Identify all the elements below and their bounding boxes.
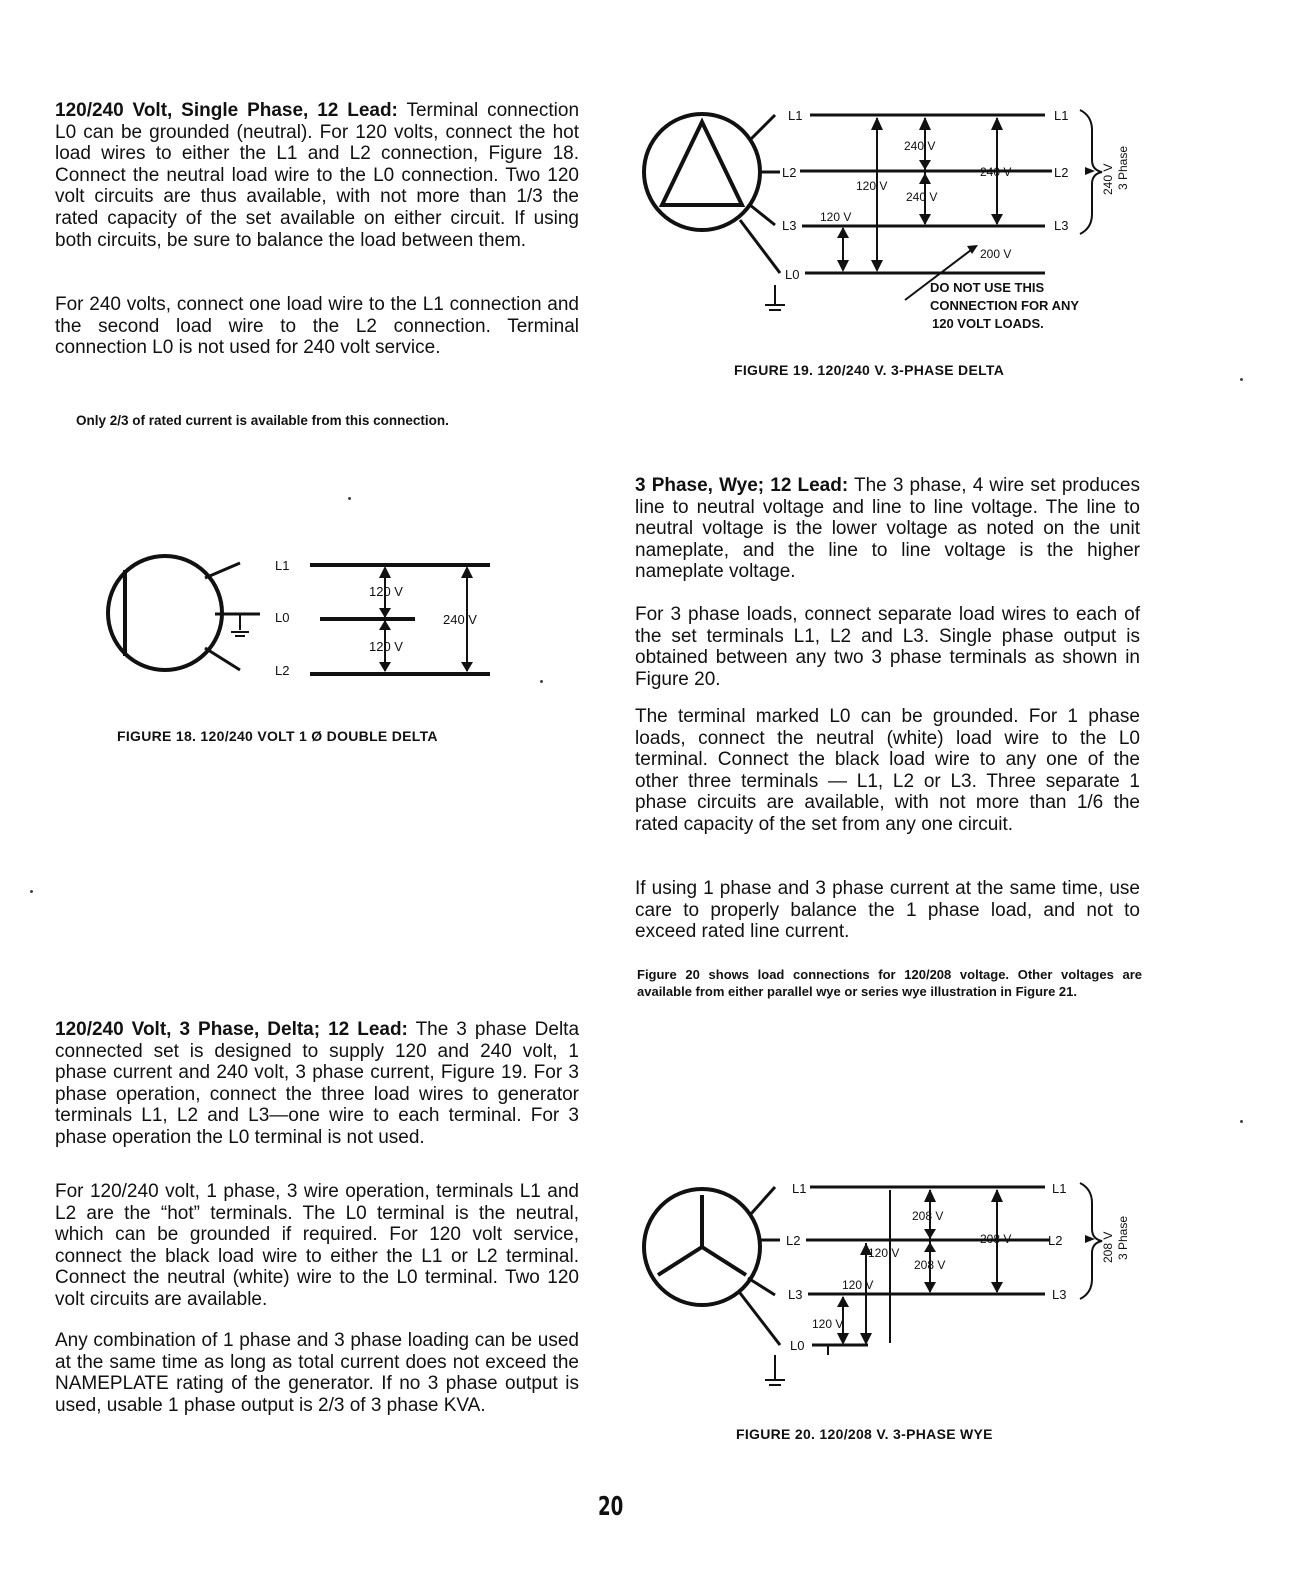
fig19-label-l0: L0 [785,267,800,282]
fig20-label-l2: L2 [786,1233,801,1248]
wye-body: The 3 phase, 4 wire set produces line to neutral voltage and line to line voltage. The line to neutral voltage is the lower voltage as noted on the unit nameplate, and the line to line voltage is the higher nameplate voltage. [635,475,1141,583]
fig18-label-l0: L0 [275,610,290,625]
fig20-label-120-b: 120 V [842,1278,874,1292]
fig20-label-l3: L3 [788,1287,803,1302]
scan-speck [348,497,351,500]
fig19-label-l2-right: L2 [1054,165,1069,180]
fig20-label-208-b: 208 V [914,1258,946,1272]
fig19-label-240-a: 240 V [904,139,936,153]
figure-18-caption: FIGURE 18. 120/240 VOLT 1 Ø DOUBLE DELTA [117,728,438,744]
fig19-label-240-b: 240 V [906,190,938,204]
fig19-label-240-c: 240 V [980,165,1012,179]
fig20-label-120-a: 120 V [868,1246,900,1260]
fig20-label-208-c: 208 V [980,1232,1012,1246]
fig20-label-120-c: 120 V [812,1317,844,1331]
delta-body: The 3 phase Delta connected set is designed to supply 120 and 240 volt, 1 phase current and 240 volt, 3 phase current, Figure 19. For 3 phase operation, connect the three load wires to generator terminals L1, L2 and L3—one wire to each terminal. For 3 phase operation the L0 terminal is not used. [55,1019,580,1148]
single-phase-paragraph [55,100,579,251]
scan-speck [1240,378,1243,381]
single-phase-240-paragraph: For 240 volts, connect one load wire to the L1 connection and the second load wire to the L2 connection. Terminal connection L0 is not used for 240 volt service. [55,294,579,359]
fig20-label-l1-right: L1 [1052,1181,1067,1196]
delta-paragraph-2: For 120/240 volt, 1 phase, 3 wire operation, terminals L1 and L2 are the “hot” terminals. The L0 terminal is the neutral, which can be grounded if required. For 120 volt service, connect the black load wire to either the L1 or L2 terminal. Connect the neutral (white) wire to the L0 terminal. Two 120 volt circuits are available. [55,1181,579,1310]
wye-paragraph-4: If using 1 phase and 3 phase current at the same time, use care to properly balance the 1 phase load, and not to exceed rated line current. [635,878,1140,943]
delta-paragraph-3: Any combination of 1 phase and 3 phase loading can be used at the same time as long as total current does not exceed the NAMEPLATE rating of the generator. If no 3 phase output is used, usable 1 phase output is 2/3 of 3 phase KVA. [55,1330,579,1416]
wye-paragraph-3: The terminal marked L0 can be grounded. For 1 phase loads, connect the neutral (white) load wire to the L0 terminal. Connect the black load wire to any one of the other three terminals — L1, L2 or L3. Three separate 1 phase circuits are available, with not more than 1/6 the rated capacity of the set from any one circuit. [635,706,1140,835]
fig19-label-l3: L3 [782,218,797,233]
wye-heading: 3 Phase, Wye; 12 Lead: [635,475,849,496]
fig19-warning-1: DO NOT USE THIS [930,280,1045,295]
fig20-label-l3-right: L3 [1052,1287,1067,1302]
fig18-label-v-top: 120 V [369,584,403,599]
fig19-label-l1: L1 [788,108,803,123]
fig18-label-v-total: 240 V [443,612,477,627]
figure-18-diagram [95,548,515,688]
figure-20-diagram [640,1175,1140,1405]
fig19-bracket-label: 240 V [1101,163,1115,195]
scan-speck [30,890,33,893]
fig20-label-l0: L0 [790,1338,805,1353]
fig19-label-200: 200 V [980,247,1012,261]
fig19-warning-3: 120 VOLT LOADS. [932,316,1044,331]
fig18-label-l2: L2 [275,663,290,678]
fig19-label-l3-right: L3 [1054,218,1069,233]
wye-note: Figure 20 shows load connections for 120/208 voltage. Other voltages are available from either parallel wye or series wye illustration in Figure 21. [637,967,1142,999]
fig20-label-l2-right: L2 [1048,1233,1063,1248]
single-phase-body: Terminal connection L0 can be grounded (neutral). For 120 volts, connect the hot load wires to either the L1 and L2 connection, Figure 18. Connect the neutral load wire to the L0 connection. Two 120 volt circuits are thus available, with not more than 1/3 the rated capacity of the set available on either circuit. If using both circuits, be sure to balance the load between them. [55,100,580,251]
fig18-label-v-bottom: 120 V [369,639,403,654]
single-phase-note: Only 2/3 of rated current is available from this connection. [76,413,449,428]
fig19-label-120-a: 120 V [856,179,888,193]
figure-19-caption: FIGURE 19. 120/240 V. 3-PHASE DELTA [734,362,1005,378]
single-phase-heading: 120/240 Volt, Single Phase, 12 Lead: [55,100,398,121]
fig20-label-l1: L1 [792,1181,807,1196]
delta-paragraph [55,1019,579,1149]
delta-heading: 120/240 Volt, 3 Phase, Delta; 12 Lead: [55,1019,408,1040]
fig19-bracket-label-2: 3 Phase [1116,145,1130,190]
wye-paragraph-2: For 3 phase loads, connect separate load wires to each of the set terminals L1, L2 and L3. Single phase output is obtained between any two 3 phase terminals as shown in Figure 20. [635,604,1140,690]
fig19-label-l2: L2 [782,165,797,180]
fig19-warning-2: CONNECTION FOR ANY [930,298,1080,313]
page-number: 20 [598,1492,624,1522]
fig18-label-l1: L1 [275,558,290,573]
figure-19-diagram [640,100,1140,340]
figure-20-caption: FIGURE 20. 120/208 V. 3-PHASE WYE [736,1426,993,1442]
fig19-label-120-b: 120 V [820,210,852,224]
fig20-label-208-a: 208 V [912,1209,944,1223]
fig20-bracket-label: 208 V [1101,1231,1115,1263]
scan-speck [540,680,543,683]
fig19-label-l1-right: L1 [1054,108,1069,123]
fig20-bracket-label-2: 3 Phase [1116,1215,1130,1260]
wye-paragraph [635,475,1140,583]
scan-speck [1240,1120,1243,1123]
